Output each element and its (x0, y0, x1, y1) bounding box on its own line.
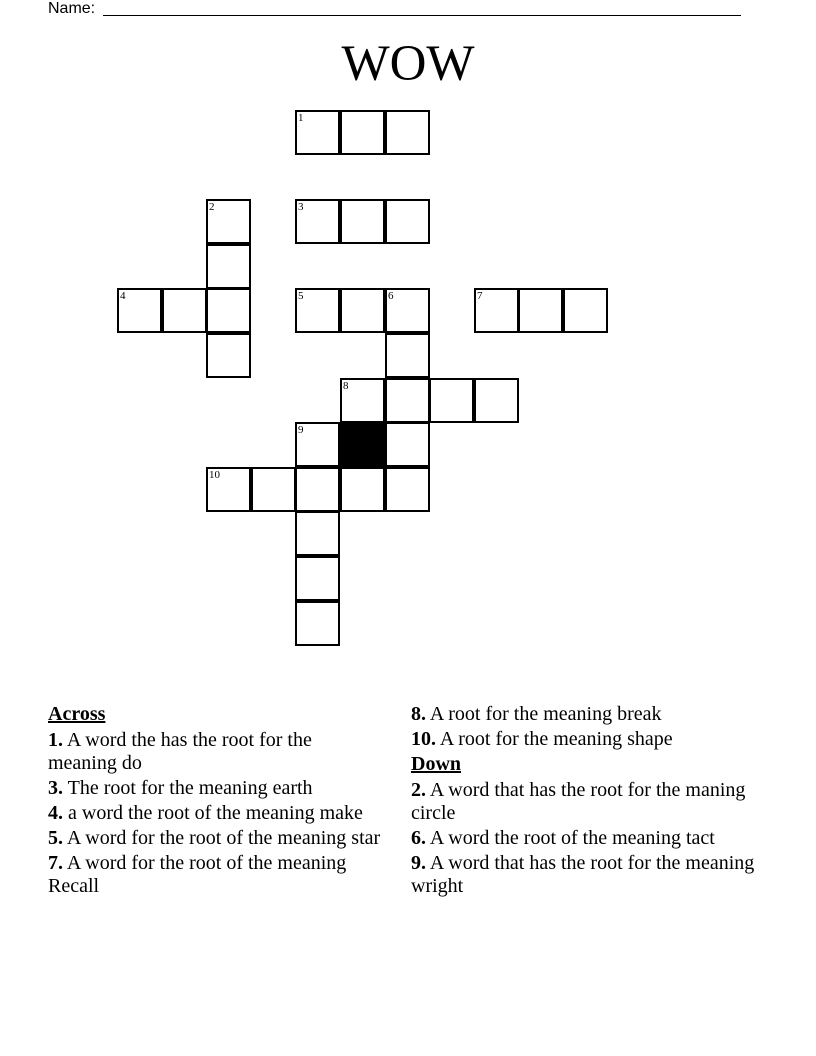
cell-number: 7 (477, 290, 483, 302)
clue-number: 3. (48, 777, 63, 799)
crossword-cell[interactable] (295, 556, 340, 601)
crossword-cell[interactable] (206, 467, 251, 512)
down-heading: Down (411, 753, 462, 775)
clue-across-7 (48, 852, 383, 898)
across-heading: Across (48, 703, 106, 725)
crossword-cell[interactable] (206, 199, 251, 244)
clue-across-10 (411, 728, 756, 751)
clue-text: A word for the root of the meaning star (66, 827, 381, 849)
black-square (340, 422, 385, 467)
cell-number: 6 (388, 290, 394, 302)
cell-number: 10 (209, 469, 220, 481)
crossword-cell[interactable] (206, 333, 251, 378)
crossword-cell[interactable] (340, 288, 385, 333)
clue-number: 9. (411, 852, 426, 874)
clue-number: 7. (48, 852, 63, 874)
crossword-cell[interactable] (340, 467, 385, 512)
cell-number: 8 (343, 380, 349, 392)
clue-number: 1. (48, 729, 63, 751)
crossword-cell[interactable] (474, 378, 519, 423)
clue-text: A word the has the root for the meaning do (48, 729, 312, 774)
clue-across-8 (411, 703, 756, 726)
crossword-cell[interactable] (206, 244, 251, 289)
crossword-cell[interactable] (429, 378, 474, 423)
clue-across-5 (48, 827, 383, 850)
clue-text: A root for the meaning shape (439, 728, 673, 750)
crossword-cell[interactable] (474, 288, 519, 333)
crossword-cell[interactable] (117, 288, 162, 333)
crossword-cell[interactable] (563, 288, 608, 333)
crossword-cell[interactable] (251, 467, 296, 512)
crossword-cell[interactable] (162, 288, 207, 333)
clue-number: 10. (411, 728, 436, 750)
cell-number: 3 (298, 201, 304, 213)
crossword-cell[interactable] (385, 199, 430, 244)
clue-across-3 (48, 777, 383, 800)
clue-number: 4. (48, 802, 63, 824)
clue-across-1 (48, 729, 383, 775)
crossword-cell[interactable] (385, 378, 430, 423)
clue-number: 5. (48, 827, 63, 849)
clue-down-9 (411, 852, 756, 898)
crossword-cell[interactable] (385, 422, 430, 467)
page-title: WOW (341, 36, 475, 92)
clue-text: A word the root of the meaning tact (429, 827, 715, 849)
crossword-cell[interactable] (295, 511, 340, 556)
cell-number: 5 (298, 290, 304, 302)
clue-down-2 (411, 779, 756, 825)
crossword-cell[interactable] (385, 333, 430, 378)
clue-text: A word that has the root for the maning circle (411, 779, 746, 824)
crossword-cell[interactable] (206, 288, 251, 333)
clue-text: The root for the meaning earth (67, 777, 313, 799)
clues-left-column (48, 703, 383, 900)
clue-down-6 (411, 827, 756, 850)
cell-number: 9 (298, 424, 304, 436)
clue-number: 6. (411, 827, 426, 849)
crossword-cell[interactable] (295, 199, 340, 244)
crossword-cell[interactable] (295, 601, 340, 646)
clue-text: A root for the meaning break (429, 703, 662, 725)
clue-number: 2. (411, 779, 426, 801)
cell-number: 4 (120, 290, 126, 302)
crossword-cell[interactable] (340, 378, 385, 423)
cell-number: 1 (298, 112, 304, 124)
crossword-cell[interactable] (295, 110, 340, 155)
clue-across-4 (48, 802, 383, 825)
clue-text: A word for the root of the meaning Recall (48, 852, 347, 897)
crossword-cell[interactable] (340, 199, 385, 244)
crossword-cell[interactable] (340, 110, 385, 155)
clue-number: 8. (411, 703, 426, 725)
clue-text: A word that has the root for the meaning wright (411, 852, 755, 897)
crossword-cell[interactable] (385, 110, 430, 155)
crossword-cell[interactable] (295, 467, 340, 512)
crossword-cell[interactable] (295, 422, 340, 467)
name-label: Name: (48, 0, 96, 17)
clue-text: a word the root of the meaning make (68, 802, 363, 824)
cell-number: 2 (209, 201, 215, 213)
crossword-cell[interactable] (385, 288, 430, 333)
crossword-cell[interactable] (518, 288, 563, 333)
crossword-cell[interactable] (385, 467, 430, 512)
clues-right-column (411, 703, 756, 900)
crossword-cell[interactable] (295, 288, 340, 333)
